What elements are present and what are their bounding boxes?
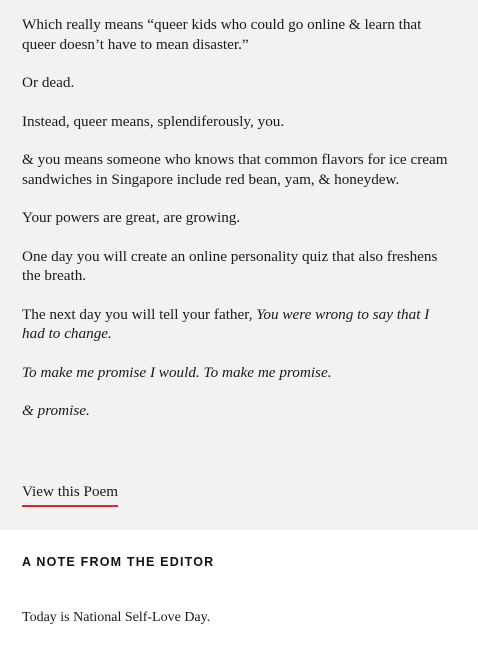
- poem-stanza-9-italic: & promise.: [22, 402, 90, 419]
- poem-stanza-2: Or dead.: [22, 74, 75, 91]
- poem-stanza-8-italic: To make me promise I would. To make me promise.: [22, 363, 332, 381]
- editor-note-heading: A NOTE FROM THE EDITOR: [22, 555, 215, 569]
- poem-stanza-1: Which really means “queer kids who could go online & learn that queer doesn’t have to mean disaster.”: [22, 16, 422, 53]
- editor-note-text: Today is National Self-Love Day.: [22, 610, 211, 625]
- poem-stanza-3: Instead, queer means, splendiferously, you.: [22, 112, 285, 130]
- poem-stanza-8: [22, 363, 452, 383]
- poem-body: [22, 15, 452, 440]
- poem-stanza-5: Your powers are great, are growing.: [22, 209, 241, 226]
- poem-stanza-9: [22, 401, 452, 421]
- editor-section: [0, 530, 478, 650]
- poem-stanza-7-plain: The next day you will tell your father,: [22, 305, 257, 323]
- view-poem-link[interactable]: View this Poem: [22, 482, 118, 507]
- poem-stanza-7: [22, 305, 452, 344]
- poem-stanza-4: & you means someone who knows that common flavors for ice cream sandwiches in Singapore include red bean, yam, & honeydew.: [22, 151, 448, 188]
- poem-stanza-6: One day you will create an online personality quiz that also freshens the breath.: [22, 247, 438, 284]
- poem-stanza-7-italic: You were wrong to say that I had to change.: [22, 305, 430, 342]
